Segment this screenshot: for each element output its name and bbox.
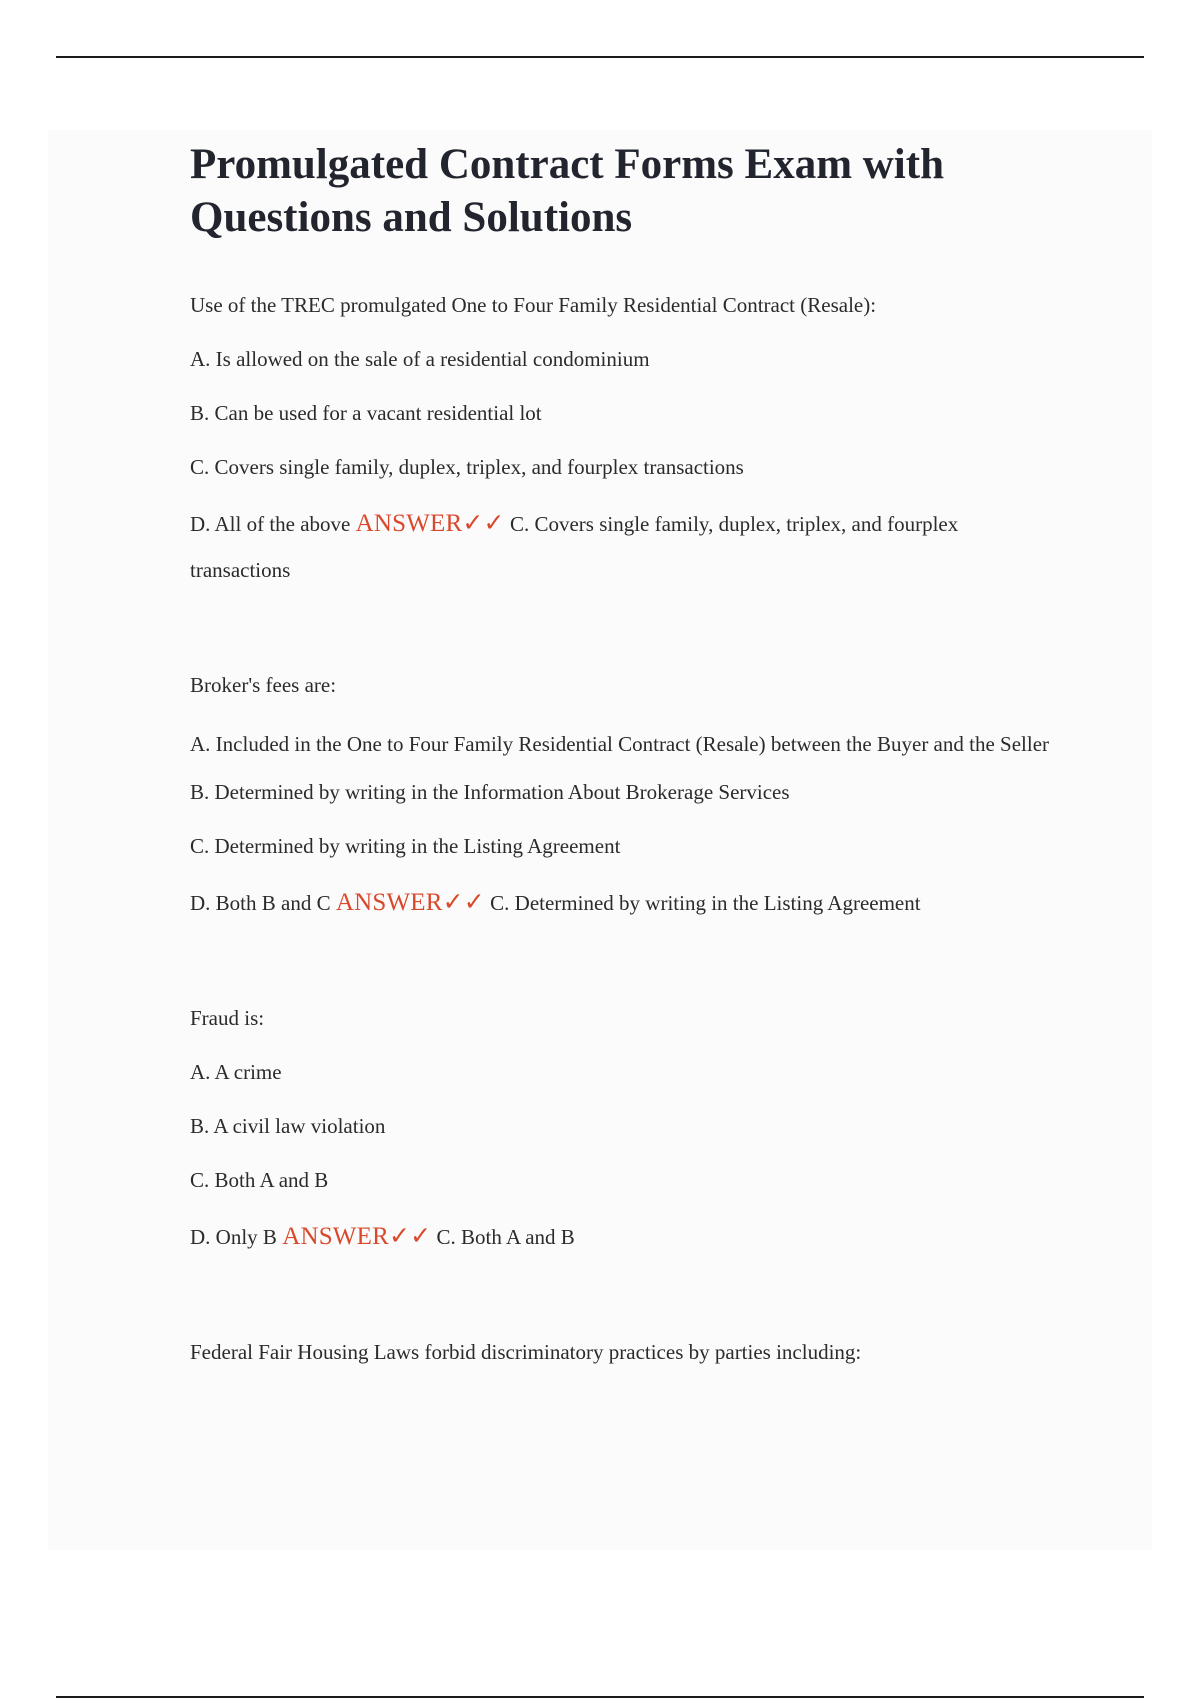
option-d: D. All of the above: [190, 512, 351, 536]
top-rule: [56, 56, 1144, 58]
answer-label: ANSWER✓✓: [335, 889, 485, 916]
question-4: [190, 1338, 1050, 1366]
answer-text: C. Covers single family, duplex, triplex, and fourplex transactions: [190, 512, 959, 582]
option-b: B. Determined by writing in the Information About Brokerage Services: [190, 780, 790, 804]
option-c: C. Covers single family, duplex, triplex, and fourplex transactions: [190, 455, 744, 479]
answer-text: C. Both A and B: [436, 1225, 575, 1249]
option-d-with-answer: [190, 880, 1050, 926]
title-line-1: Promulgated Contract Forms Exam with: [190, 141, 944, 188]
option-c: C. Determined by writing in the Listing Agreement: [190, 834, 621, 858]
option-d: D. Only B: [190, 1225, 277, 1249]
question-text: Use of the TREC promulgated One to Four Family Residential Contract (Resale):: [190, 293, 877, 317]
document-content: [190, 138, 1050, 1392]
question-text: Broker's fees are:: [190, 673, 337, 697]
answer-text: C. Determined by writing in the Listing Agreement: [490, 891, 921, 915]
option-d-with-answer: [190, 501, 1050, 593]
bottom-rule: [56, 1696, 1144, 1698]
question-text: Federal Fair Housing Laws forbid discriminatory practices by parties including:: [190, 1340, 862, 1364]
question-text: Fraud is:: [190, 1006, 265, 1030]
option-b: B. Can be used for a vacant residential lot: [190, 401, 542, 425]
option-d: D. Both B and C: [190, 891, 331, 915]
option-a: A. Included in the One to Four Family Residential Contract (Resale) between the Buyer and the Seller: [190, 732, 1050, 756]
option-d-with-answer: [190, 1214, 1050, 1260]
option-c: C. Both A and B: [190, 1168, 329, 1192]
option-a: A. A crime: [190, 1060, 282, 1084]
page-title: [190, 138, 1050, 244]
question-1: [190, 291, 1050, 593]
option-a: A. Is allowed on the sale of a residential condominium: [190, 347, 650, 371]
answer-label: ANSWER✓✓: [355, 510, 505, 537]
question-2: [190, 671, 1050, 926]
question-3: [190, 1004, 1050, 1260]
option-b: B. A civil law violation: [190, 1114, 386, 1138]
title-line-2: Questions and Solutions: [190, 194, 633, 241]
answer-label: ANSWER✓✓: [282, 1223, 432, 1250]
